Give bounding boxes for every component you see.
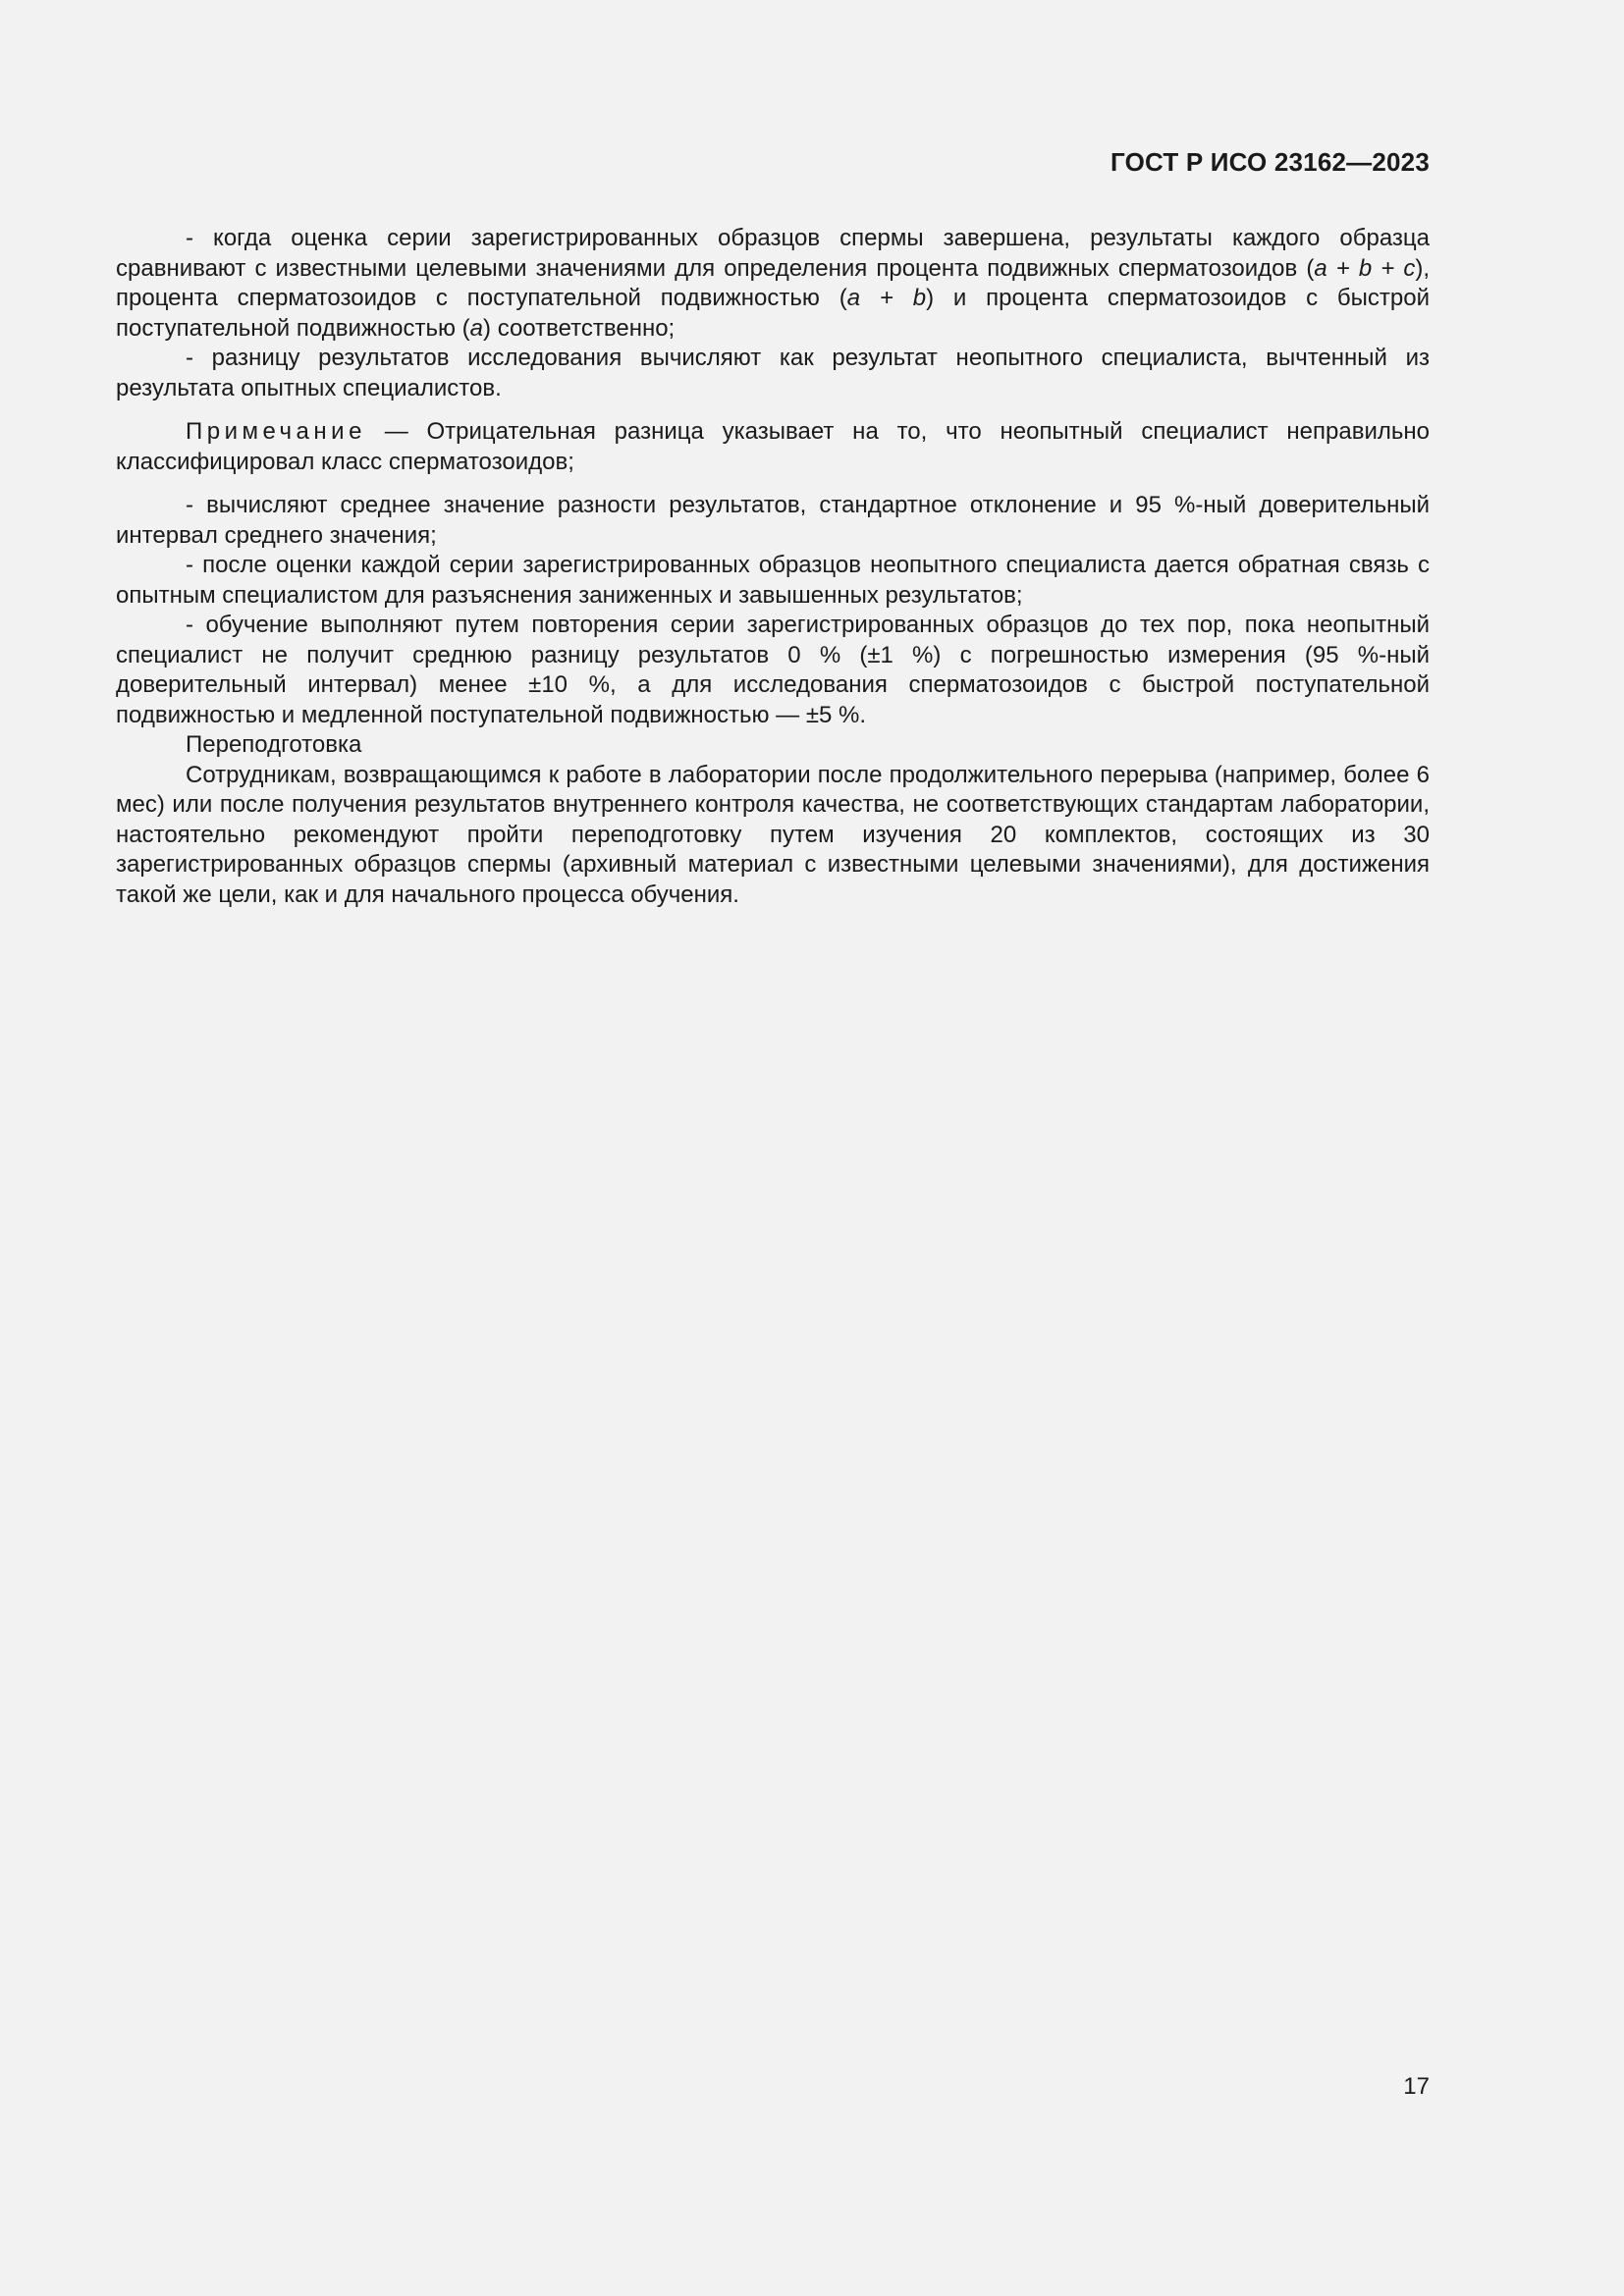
paragraph-training: - обучение выполняют путем повторения серии зарегистрированных образцов до тех пор, пока неопытный специалист не получит среднюю разницу результатов 0 % (±1 %) с погрешностью измерения (95 %-ный доверительный интервал) менее ±10 %, а для исследования сперматозоидов с быстрой поступательной подвижностью и медленной поступательной подвижностью — ±5 %. [116,612,1430,728]
page-number: 17 [1403,2073,1430,2100]
paragraph-statistics: - вычисляют среднее значение разности результатов, стандартное отклонение и 95 %-ный доверительный интервал среднего значения; [116,492,1430,549]
section-heading-retraining: Переподготовка [186,731,362,758]
paragraph-evaluation-comparison [116,224,1430,344]
note-label: Примечание [186,418,366,445]
formula-motile: a + b + c [1314,254,1416,282]
paragraph-retraining: Сотрудникам, возвращающимся к работе в лаборатории после продолжительного перерыва (например, более 6 мес) или после получения результатов внутреннего контроля качества, не соответствующих стандартам лаборатории, настоятельно рекомендуют пройти переподготовку путем изучения 20 комплектов, состоящих из 30 зарегистрированных образцов спермы (архивный материал с известными целевыми значениями), для достижения такой же цели, как и для начального процесса обучения. [116,761,1430,908]
paragraph-text: ), процента сперматозоидов с поступательной подвижностью ( [116,254,1430,311]
formula-progressive: a + b [846,285,927,311]
formula-rapid: a [469,314,484,342]
paragraph-feedback: - после оценки каждой серии зарегистрированных образцов неопытного специалиста дается обратная связь с опытным специалистом для разъяснения заниженных и завышенных результатов; [116,552,1430,609]
note [116,417,1430,477]
document-body [116,224,1430,910]
paragraph-difference: - разницу результатов исследования вычисляют как результат неопытного специалиста, вычтенный из результата опытных специалистов. [116,345,1430,401]
paragraph-text: ) и процента сперматозоидов с быстрой поступательной подвижностью ( [116,285,1430,342]
paragraph-text: - когда оценка серии зарегистрированных образцов спермы завершена, результаты каждого образца сравнивают с известными целевыми значениями для определения процента подвижных сперматозоидов ( [116,225,1430,282]
document-header: ГОСТ Р ИСО 23162—2023 [1110,147,1430,177]
paragraph-text: ) соответственно; [483,314,676,342]
note-text: — Отрицательная разница указывает на то, что неопытный специалист неправильно классифицировал класс сперматозоидов; [116,418,1430,475]
